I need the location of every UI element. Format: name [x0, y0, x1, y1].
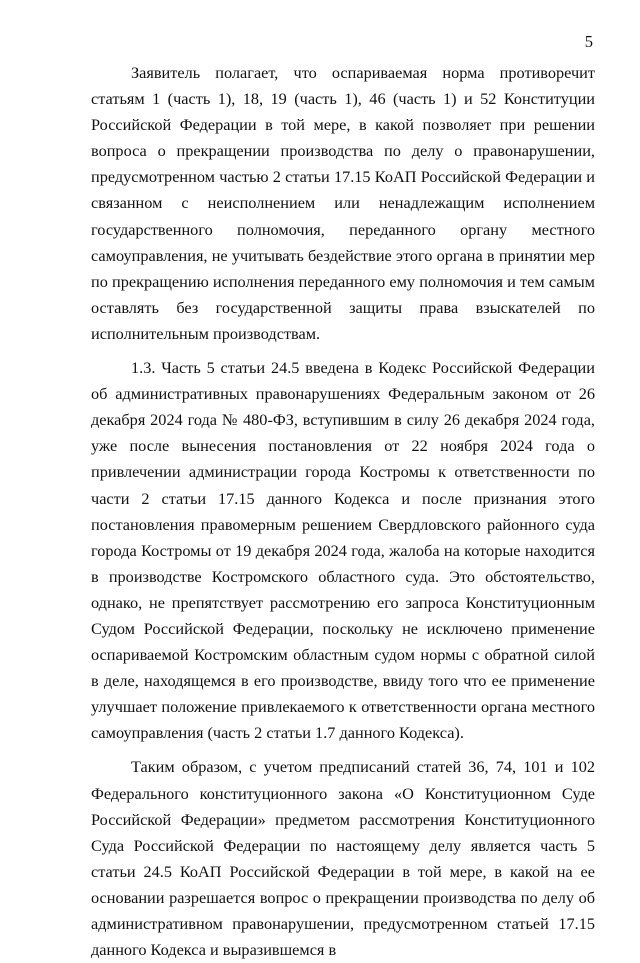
paragraph-section-1-3: 1.3. Часть 5 статьи 24.5 введена в Кодекс Российской Федерации об административных правонарушениях Федеральным законом от 26 декабря 2024 года № 480-ФЗ, вступившим в силу 26 декабря 2024 года, уже после вынесения постановления от 22 ноября 2024 года о привлечении администрации города Костромы к ответственности по части 2 статьи 17.15 данного Кодекса и после признания этого постановления правомерным решением Свердловского районного суда города Костромы от 19 декабря 2024 года, жалоба на которые находится в производстве Костромского областного суда. Это обстоятельство, однако, не препятствует рассмотрению его запроса Конституционным Судом Российской Федерации, поскольку не исключено применение оспариваемой Костромским областным судом нормы с обратной силой в деле, находящемся в его производстве, ввиду того что ее применение улучшает положение привлекаемого к ответственности органа местного самоуправления (часть 2 статьи 1.7 данного Кодекса). — [91, 358, 595, 743]
paragraph-applicant-position: Заявитель полагает, что оспариваемая норма противоречит статьям 1 (часть 1), 18, 19 (часть 1), 46 (часть 1) и 52 Конституции Российской Федерации в той мере, в какой позволяет при решении вопроса о прекращении производства по делу о правонарушении, предусмотренном частью 2 статьи 17.15 КоАП Российской Федерации и связанном с неисполнением или ненадлежащим исполнением государственного полномочия, переданного органу местного самоуправления, не учитывать бездействие этого органа в принятии мер по прекращению исполнения переданного ему полномочия и тем самым оставлять без государственной защиты права взыскателей по исполнительным производствам. — [91, 63, 595, 343]
page-number: 5 — [584, 32, 593, 51]
document-body — [91, 60, 595, 963]
paragraph-subject-of-review: Таким образом, с учетом предписаний статей 36, 74, 101 и 102 Федерального конституционного закона «О Конституционном Суде Российской Федерации» предметом рассмотрения Конституционного Суда Российской Федерации по настоящему делу является часть 5 статьи 24.5 КоАП Российской Федерации в той мере, в какой на ее основании разрешается вопрос о прекращении производства по делу об административном правонарушении, предусмотренном статьей 17.15 данного Кодекса и выразившемся в — [91, 757, 595, 960]
